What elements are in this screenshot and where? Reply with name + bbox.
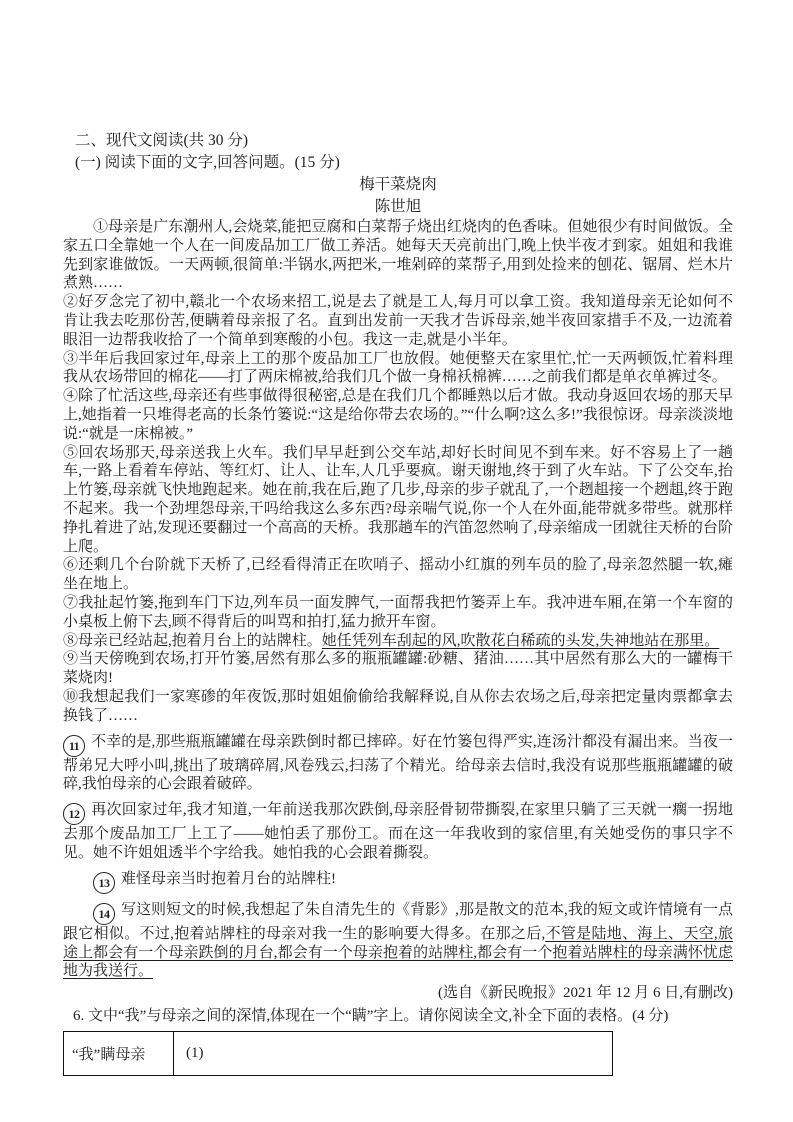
circled-paragraph-number: 11 [63,735,85,757]
passage-paragraph [63,650,733,688]
passage-text: ⑧母亲已经站起,抱着月台上的站牌柱。 [63,632,322,649]
circled-paragraph-number: 14 [93,903,115,925]
table-row [64,1032,613,1076]
table-row-answer-cell: (1) [174,1032,613,1076]
passage-paragraph [63,632,733,651]
passage-paragraph [63,293,733,349]
passage-text: ⑤回农场那天,母亲送我上火车。我们早早赶到公交车站,却好长时间见不到车来。好不容易上了一趟车,一路上看着车停站、等红灯、让人、让车,人几乎要疯。谢天谢地,终于到了火车站。下了公交车,抬上竹篓,母亲就飞快地跑起来。她在前,我在后,跑了几步,母亲的步子就乱了,一个趔趄接一个趔趄,终于跑不起来。我一个劲埋怨母亲,干吗给我这么多东西?母亲喘气说,你一个人在外面,能带就多带些。就那样挣扎着进了站,发现还要翻过一个高高的天桥。我那趟车的汽笛忽然响了,母亲缩成一团就往天桥的台阶上爬。 [63,444,733,555]
table-row-label: “我”瞒母亲 [64,1032,174,1076]
passage-text: ④除了忙活这些,母亲还有些事做得很秘密,总是在我们几个都睡熟以后才做。我动身返回农场的那天早上,她指着一只堆得老高的长条竹篓说:“这是给你带去农场的。”“什么啊?这么多!”我很惊讶。母亲淡淡地说:“就是一床棉被。” [63,388,733,442]
passage-paragraph [63,350,733,388]
passage-text: ⑨当天傍晚到农场,打开竹篓,居然有那么多的瓶瓶罐罐:砂糖、猪油……其中居然有那么大的一罐梅干菜烧肉! [63,651,733,687]
passage-text: ③半年后我回家过年,母亲上工的那个废品加工厂也放假。她便整天在家里忙,忙一天两顿饭,忙着料理我从农场带回的棉花——打了两床棉被,给我们几个做一身棉袄棉裤……之前我们都是单衣单裤过冬。 [63,350,733,386]
passage-text: 写这则短文的时候,我想起了朱自清先生的《背影》,那是散文的范本,我的短文或许情境有一点跟它相似。不过,抱着站牌柱的母亲对我一生的影响要大得多。在那之后, [63,901,733,942]
source-attribution: (选自《新民晚报》2021 年 12 月 6 日,有删改) [438,985,733,1002]
passage-author: 陈世旭 [374,197,422,215]
passage-text: 不幸的是,那些瓶瓶罐罐在母亲跌倒时都已摔碎。好在竹篓包得严实,连汤汁都没有漏出来。当夜一帮弟兄大呼小叫,挑出了玻璃碎屑,风卷残云,扫荡了个精光。给母亲去信时,我没有说那些瓶瓶罐罐的破碎,我怕母亲的心会跟着破碎。 [63,733,733,793]
passage-text: ⑩我想起我们一家寒碜的年夜饭,那时姐姐偷偷给我解释说,自从你去农场之后,母亲把定量肉票都拿去换钱了…… [63,688,733,724]
circled-paragraph-number: 13 [93,872,115,894]
passage-text: ⑦我扯起竹篓,拖到车门下边,列车员一面发脾气,一面帮我把竹篓弄上车。我冲进车厢,在第一个车窗的小桌板上俯下去,顾不得背后的叫骂和拍打,猛力掀开车窗。 [63,594,733,630]
page-content [63,130,733,1076]
question-6-text: 6. 文中“我”与母亲之间的深情,体现在一个“瞒”字上。请你阅读全文,补全下面的表格。(4 分) [73,1008,669,1025]
passage-paragraph [63,688,733,726]
answer-table [63,1031,613,1076]
section-heading: 二、现代文阅读(共 30 分) [75,132,249,149]
passage-text: ①母亲是广东潮州人,会烧菜,能把豆腐和白菜帮子烧出红烧肉的色香味。但她很少有时间做饭。全家五口全靠她一个人在一间废品加工厂做工养活。她每天天亮前出门,晚上快半夜才到家。姐姐和我谁先到家谁做饭。一天两顿,很简单:半锅水,两把米,一堆剁碎的菜帮子,用到处捡来的刨花、锯屑、烂木片煮熟…… [63,219,733,292]
passage-paragraph [63,733,733,795]
passage-body [63,218,733,981]
underlined-sentence: 她任凭列车刮起的风,吹散花白稀疏的头发,失神地站在那里。 [321,632,720,649]
passage-paragraph [63,218,733,293]
passage-paragraph [63,801,733,863]
passage-text: 再次回家过年,我才知道,一年前送我那次跌倒,母亲胫骨韧带撕裂,在家里只躺了三天就一瘸一拐地去那个废品加工厂上工了——她怕丢了那份工。而在这一年我收到的家信里,有关她受伤的事只字不见。她不许姐姐透半个字给我。她怕我的心会跟着撕裂。 [63,802,733,861]
passage-paragraph [63,444,733,557]
underlined-sentence: 不管是陆地、海上、天空,旅途上都会有一个母亲跌倒的月台,都会有一个母亲抱着的站牌柱,都会有一个抱着站牌柱的母亲满怀忧虑地为我送行。 [63,925,733,980]
passage-paragraph [63,901,733,981]
passage-text: ⑥还剩几个台阶就下天桥了,已经看得清正在吹哨子、摇动小红旗的列车员的脸了,母亲忽然腿一软,瘫坐在地上。 [63,557,733,593]
passage-paragraph [63,387,733,443]
passage-paragraph [63,556,733,594]
subsection-heading: (一) 阅读下面的文字,回答问题。(15 分) [75,153,340,171]
circled-paragraph-number: 12 [63,803,85,825]
passage-paragraph [63,870,733,894]
passage-text: ②好歹念完了初中,赣北一个农场来招工,说是去了就是工人,每月可以拿工资。我知道母亲无论如何不肯让我去吃那份苦,便瞒着母亲报了名。直到出发前一天我才告诉母亲,她半夜回家措手不及,一边流着眼泪一边帮我收拾了一个简单到寒酸的小包。我这一走,就是小半年。 [63,294,733,348]
passage-text: 难怪母亲当时抱着月台的站牌柱! [121,870,336,887]
passage-title: 梅干菜烧肉 [359,176,437,193]
passage-paragraph [63,594,733,632]
